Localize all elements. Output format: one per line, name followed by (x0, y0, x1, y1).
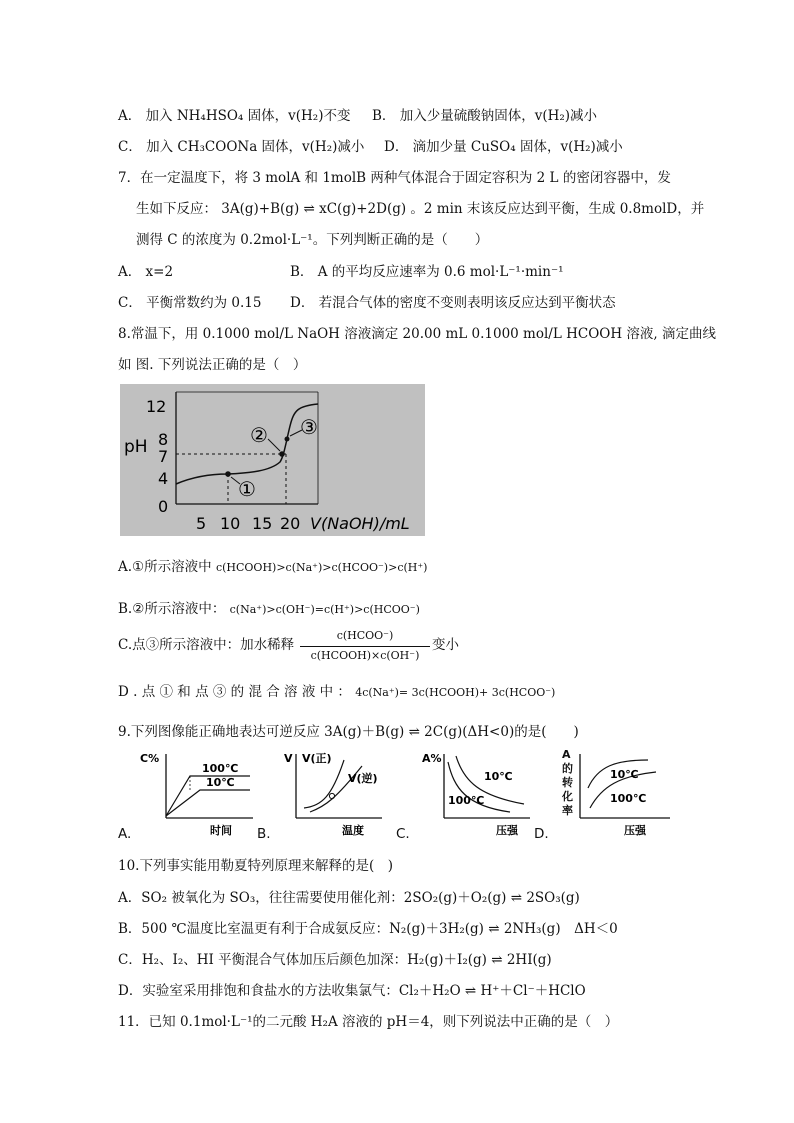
graph-b-reverse-label: V(逆) (348, 772, 378, 785)
q8-option-a-expression: c(HCOOH)>c(Na⁺)>c(HCOO⁻)>c(H⁺) (215, 561, 428, 574)
graph-a-curve-label-100: 100℃ (202, 762, 239, 775)
q8-option-b-prefix: B.②所示溶液中： (118, 601, 226, 617)
q8-stem-line2: 如 图. 下列说法正确的是（ ） (118, 357, 307, 373)
y-tick-7: 7 (158, 447, 169, 466)
q7-stem-line2: 生如下反应： 3A(g)+B(g) ⇌ xC(g)+2D(g) 。2 min 末该反应达到平衡，生成 0.8molD，并 (136, 201, 705, 217)
graph-a-curve-label-10: 10℃ (206, 776, 235, 789)
y-axis-label: pH (124, 437, 148, 457)
q8-option-c-suffix: 变小 (432, 637, 459, 653)
x-tick-15: 15 (252, 514, 273, 533)
q6-option-c: C． 加入 CH₃COONa 固体，v(H₂)减小 (118, 139, 365, 155)
q10-option-d: D．实验室采用排饱和食盐水的方法收集氯气：Cl₂＋H₂O ⇌ H⁺＋Cl⁻＋HClO (118, 983, 586, 999)
q7-option-b: B． A 的平均反应速率为 0.6 mol·L⁻¹·min⁻¹ (290, 264, 564, 280)
graph-d-curve-label-10: 10℃ (610, 768, 639, 781)
q9-graph-a (138, 748, 258, 838)
q9-graph-b-letter: B. (257, 826, 271, 842)
x-tick-20: 20 (280, 514, 301, 533)
y-tick-4: 4 (158, 469, 169, 488)
q8-option-c-denominator: c(HCOOH)×c(OH⁻) (310, 649, 420, 662)
q7-option-c: C． 平衡常数约为 0.15 (118, 295, 262, 311)
graph-b-xlabel: 温度 (342, 824, 364, 837)
q6-option-b: B． 加入少量硫酸钠固体，v(H₂)减小 (372, 108, 598, 124)
q10-stem: 10.下列事实能用勒夏特列原理来解释的是( ) (118, 858, 394, 874)
point-2-label: ② (250, 423, 268, 447)
y-tick-12: 12 (146, 397, 167, 416)
q10-option-b: B．500 ℃温度比室温更有利于合成氨反应：N₂(g)＋3H₂(g) ⇌ 2NH₃(g) ΔH＜0 (118, 921, 618, 937)
graph-d-ylabel: A的转化率 (562, 748, 573, 817)
x-axis-label: V(NaOH)/mL (310, 514, 410, 533)
q6-option-d: D． 滴加少量 CuSO₄ 固体，v(H₂)减小 (384, 139, 623, 155)
q8-stem-line1: 8.常温下，用 0.1000 mol/L NaOH 溶液滴定 20.00 mL 0.1000 mol/L HCOOH 溶液, 滴定曲线 (118, 326, 716, 342)
q8-option-c-prefix: C.点③所示溶液中：加水稀释 (118, 637, 295, 653)
graph-d-xlabel: 压强 (624, 824, 646, 837)
q7-stem-line1: 7．在一定温度下，将 3 molA 和 1molB 两种气体混合于固定容积为 2 L 的密闭容器中，发 (118, 170, 671, 186)
q7-option-a: A． x=2 (118, 264, 174, 280)
graph-a-xlabel: 时间 (210, 824, 232, 837)
graph-b-ylabel: V (284, 752, 293, 765)
q9-graph-c (420, 748, 535, 838)
point-3-label: ③ (300, 415, 318, 439)
q8-option-d-prefix: D . 点 ① 和 点 ③ 的 混 合 溶 液 中 ： (118, 684, 351, 700)
q8-option-c-numerator: c(HCOO⁻) (336, 629, 394, 642)
q9-graph-d (576, 748, 676, 838)
q8-option-d-expression: 4c(Na⁺)= 3c(HCOOH)+ 3c(HCOO⁻) (355, 686, 556, 699)
x-tick-10: 10 (220, 514, 241, 533)
q9-graph-c-letter: C. (396, 826, 410, 842)
graph-d-curve-label-100: 100℃ (610, 792, 647, 805)
q8-option-a (118, 555, 427, 575)
q9-graph-d-letter: D. (534, 826, 549, 842)
q9-graph-b (282, 748, 392, 838)
titration-curve-svg (120, 384, 425, 536)
y-tick-0: 0 (158, 497, 169, 516)
q9-graph-a-letter: A. (118, 826, 132, 842)
graph-c-curve-label-100: 100℃ (448, 794, 485, 807)
graph-b-curve-forward (304, 760, 344, 808)
q11-stem: 11．已知 0.1mol·L⁻¹的二元酸 H₂A 溶液的 pH＝4，则下列说法中正确的是（ ） (118, 1014, 619, 1030)
graph-b-forward-label: V(正) (302, 752, 332, 765)
y-tick-8: 8 (158, 430, 169, 449)
point-1 (225, 471, 231, 477)
x-tick-5: 5 (196, 514, 207, 533)
graph-b-intersection (329, 793, 334, 798)
titration-curve (176, 404, 318, 484)
q8-option-c-fraction-bar (300, 646, 430, 647)
graph-c-curve-label-10: 10℃ (484, 770, 513, 783)
point-3 (285, 437, 290, 442)
titration-curve-figure (120, 384, 425, 536)
point-1-label: ① (238, 477, 256, 501)
graph-c-ylabel: A% (422, 752, 442, 765)
q8-option-a-prefix: A.①所示溶液中 (118, 559, 212, 575)
q7-stem-line3: 测得 C 的浓度为 0.2mol·L⁻¹。下列判断正确的是（ ） (136, 232, 489, 248)
q8-option-b-expression: c(Na⁺)>c(OH⁻)=c(H⁺)>c(HCOO⁻) (229, 603, 420, 616)
q7-option-d: D． 若混合气体的密度不变则表明该反应达到平衡状态 (290, 295, 616, 311)
q9-stem: 9.下列图像能正确地表达可逆反应 3A(g)＋B(g) ⇌ 2C(g)(ΔH<0)的是( ) (118, 724, 579, 740)
point-2-leader (268, 439, 280, 451)
q10-option-c: C．H₂、I₂、HI 平衡混合气体加压后颜色加深：H₂(g)＋I₂(g) ⇌ 2HI(g) (118, 952, 552, 968)
graph-a-ylabel: C% (140, 752, 160, 765)
graph-c-xlabel: 压强 (496, 824, 518, 837)
q10-option-a: A．SO₂ 被氧化为 SO₃，往往需要使用催化剂：2SO₂(g)＋O₂(g) ⇌ 2SO₃(g) (118, 890, 580, 906)
q8-option-b (118, 597, 420, 617)
q8-option-d (118, 680, 555, 700)
q6-option-a: A． 加入 NH₄HSO₄ 固体，v(H₂)不变 (118, 108, 351, 124)
point-2 (279, 451, 285, 457)
